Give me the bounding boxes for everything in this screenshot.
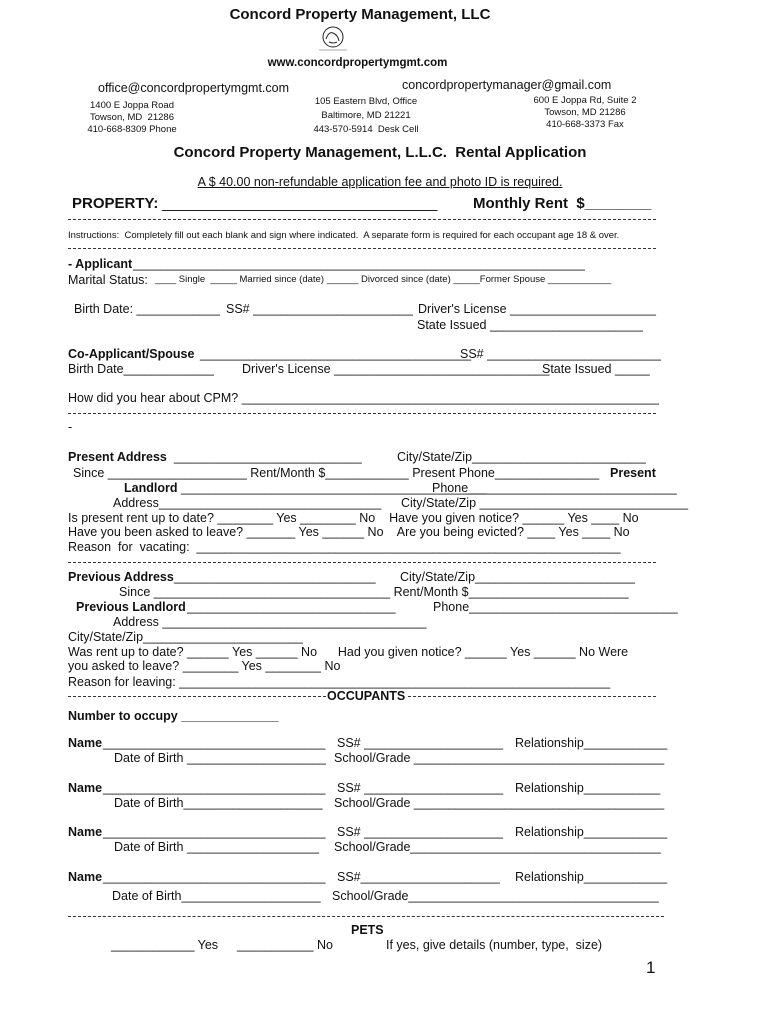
present-city-state-zip[interactable]: City/State/Zip_________________________ — [397, 450, 646, 464]
occupant-3-dob[interactable]: Date of Birth ___________________ — [114, 840, 320, 854]
co-applicant-heading: Co-Applicant/Spouse — [68, 347, 195, 361]
divider — [68, 696, 326, 697]
applicant-drivers-license[interactable]: Driver's License _____________________ — [418, 302, 656, 316]
pets-yes[interactable]: ____________ Yes — [111, 938, 219, 952]
previous-address-label: Previous Address — [68, 570, 174, 584]
present-asked-to-leave[interactable]: Have you been asked to leave? _______ Yes ______ No Are you being evicted? ____ Yes ____ No — [68, 525, 630, 539]
present-landlord-phone[interactable]: Phone______________________________ — [432, 481, 677, 495]
occupant-2-relationship[interactable]: Relationship___________ — [515, 781, 661, 795]
office-left-line1: 1400 E Joppa Road — [90, 100, 174, 111]
occupant-1-dob[interactable]: Date of Birth ____________________ — [114, 751, 326, 765]
pets-no[interactable]: ___________ No — [237, 938, 333, 952]
office-center-line3: 443-570-5914 Desk Cell — [313, 124, 419, 135]
office-center-line1: 105 Eastern Blvd, Office — [314, 96, 418, 107]
present-landlord-input[interactable]: ____________________________________________ — [181, 481, 487, 495]
divider — [68, 219, 656, 220]
present-landlord-label: Landlord — [124, 481, 178, 495]
occupant-1-school[interactable]: School/Grade ____________________________________ — [334, 751, 665, 765]
previous-landlord-address[interactable]: Address ______________________________________ — [113, 615, 427, 629]
number-to-occupy[interactable]: Number to occupy ______________ — [68, 709, 279, 723]
occupant-4-school[interactable]: School/Grade____________________________________ — [332, 889, 659, 903]
referral-question[interactable]: How did you hear about CPM? ____________________________________________________________ — [68, 391, 659, 405]
present-since-rent-phone[interactable]: Since ____________________ Rent/Month $____________ Present Phone_______________ — [73, 466, 600, 480]
occupant-3-ss[interactable]: SS# ____________________ — [337, 825, 504, 839]
applicant-state-issued[interactable]: State Issued ______________________ — [417, 318, 643, 332]
pets-heading: PETS — [351, 923, 384, 937]
occupant-2-dob[interactable]: Date of Birth____________________ — [114, 796, 323, 810]
previous-landlord-label: Previous Landlord — [76, 600, 186, 614]
previous-landlord-phone[interactable]: Phone______________________________ — [433, 600, 678, 614]
divider — [68, 413, 656, 414]
company-logo-icon — [313, 25, 353, 53]
occupant-3-school[interactable]: School/Grade____________________________________ — [334, 840, 661, 854]
occupant-1-name-input[interactable]: ________________________________ — [103, 736, 326, 750]
previous-since-rent[interactable]: Since __________________________________ Rent/Month $_______________________ — [119, 585, 629, 599]
office-right-line3: 410-668-3373 Fax — [546, 119, 624, 130]
co-applicant-ss[interactable]: SS# _________________________ — [460, 347, 661, 361]
form-title: Concord Property Management, L.L.C. Rental Application — [173, 144, 587, 161]
co-applicant-name-input[interactable]: _______________________________________ — [200, 347, 472, 361]
applicant-name-input[interactable]: _________________________________________________________________ — [133, 257, 585, 271]
office-left-line3: 410-668-8309 Phone — [87, 124, 177, 135]
page-number: 1 — [646, 958, 656, 977]
email-office: office@concordpropertymgmt.com — [98, 81, 290, 95]
company-name: Concord Property Management, LLC — [229, 6, 491, 23]
email-manager: concordpropertymanager@gmail.com — [402, 78, 612, 92]
office-right-line1: 600 E Joppa Rd, Suite 2 — [533, 95, 637, 106]
occupant-2-name-label: Name — [68, 781, 103, 795]
instructions: Instructions: Completely fill out each blank and sign where indicated. A separate form is required for each occupant age 18 & over. — [68, 230, 620, 241]
present-address-label: Present Address — [68, 450, 167, 464]
occupant-3-name-input[interactable]: ________________________________ — [103, 825, 326, 839]
divider — [408, 696, 656, 697]
previous-address-input[interactable]: _____________________________ — [174, 570, 376, 584]
divider — [68, 562, 656, 563]
stray-dash: - — [68, 420, 73, 434]
occupant-2-ss[interactable]: SS# ____________________ — [337, 781, 504, 795]
marital-status-options[interactable]: ____ Single _____ Married since (date) ______ Divorced since (date) _____Former Spouse ____________ — [155, 274, 612, 285]
occupant-4-name-label: Name — [68, 870, 103, 884]
present-landlord-address[interactable]: Address________________________________ — [113, 496, 382, 510]
divider — [68, 248, 656, 249]
occupant-1-ss[interactable]: SS# ____________________ — [337, 736, 504, 750]
office-left-line2: Towson, MD 21286 — [90, 112, 174, 123]
previous-city-state-zip[interactable]: City/State/Zip_______________________ — [400, 570, 635, 584]
occupant-1-relationship[interactable]: Relationship____________ — [515, 736, 668, 750]
marital-status-label: Marital Status: — [68, 273, 148, 287]
previous-rent-up-to-date[interactable]: Was rent up to date? ______ Yes ______ No Had you given notice? ______ Yes ______ No Were — [68, 645, 629, 659]
present-reason-vacating[interactable]: Reason for vacating: _____________________________________________________________ — [68, 540, 621, 554]
previous-asked-to-leave[interactable]: you asked to leave? ________ Yes ________ No — [68, 659, 341, 673]
co-applicant-state-issued[interactable]: State Issued _____ — [542, 362, 650, 376]
occupant-4-relationship[interactable]: Relationship____________ — [515, 870, 668, 884]
fee-note: A $ 40.00 non-refundable application fee and photo ID is required. — [197, 175, 563, 189]
occupants-heading: OCCUPANTS — [327, 689, 406, 703]
applicant-ss[interactable]: SS# _______________________ — [226, 302, 413, 316]
office-center-line2: Baltimore, MD 21221 — [321, 110, 411, 121]
occupant-2-name-input[interactable]: ________________________________ — [103, 781, 326, 795]
occupant-4-ss[interactable]: SS#____________________ — [337, 870, 500, 884]
property-label: PROPERTY: — [72, 195, 159, 212]
previous-reason-leaving[interactable]: Reason for leaving: ______________________________________________________________ — [68, 675, 611, 689]
present-rent-up-to-date[interactable]: Is present rent up to date? ________ Yes ________ No Have you given notice? ______ Yes ____ No — [68, 511, 639, 525]
occupant-3-relationship[interactable]: Relationship____________ — [515, 825, 668, 839]
office-right-line2: Towson, MD 21286 — [544, 107, 626, 118]
occupant-2-school[interactable]: School/Grade ____________________________________ — [334, 796, 665, 810]
pets-details: If yes, give details (number, type, size) — [386, 938, 603, 952]
occupant-4-dob[interactable]: Date of Birth____________________ — [112, 889, 321, 903]
property-input[interactable]: _________________________________ — [162, 195, 438, 212]
previous-landlord-city[interactable]: City/State/Zip_______________________ — [68, 630, 303, 644]
present-landlord-city[interactable]: City/State/Zip ______________________________ — [401, 496, 689, 510]
applicant-birth-date[interactable]: Birth Date: ____________ — [74, 302, 220, 316]
occupant-4-name-input[interactable]: ________________________________ — [103, 870, 326, 884]
co-applicant-birth-date[interactable]: Birth Date_____________ — [68, 362, 214, 376]
previous-landlord-input[interactable]: ______________________________ — [187, 600, 396, 614]
divider — [68, 916, 664, 917]
company-website: www.concordpropertymgmt.com — [267, 57, 448, 69]
co-applicant-drivers-license[interactable]: Driver's License _______________________________ — [242, 362, 550, 376]
occupant-1-name-label: Name — [68, 736, 103, 750]
present-bold-label: Present — [610, 466, 656, 480]
monthly-rent-field[interactable]: Monthly Rent $________ — [473, 195, 652, 212]
present-address-input[interactable]: ___________________________ — [174, 450, 362, 464]
applicant-heading: - Applicant — [68, 257, 133, 271]
occupant-3-name-label: Name — [68, 825, 103, 839]
